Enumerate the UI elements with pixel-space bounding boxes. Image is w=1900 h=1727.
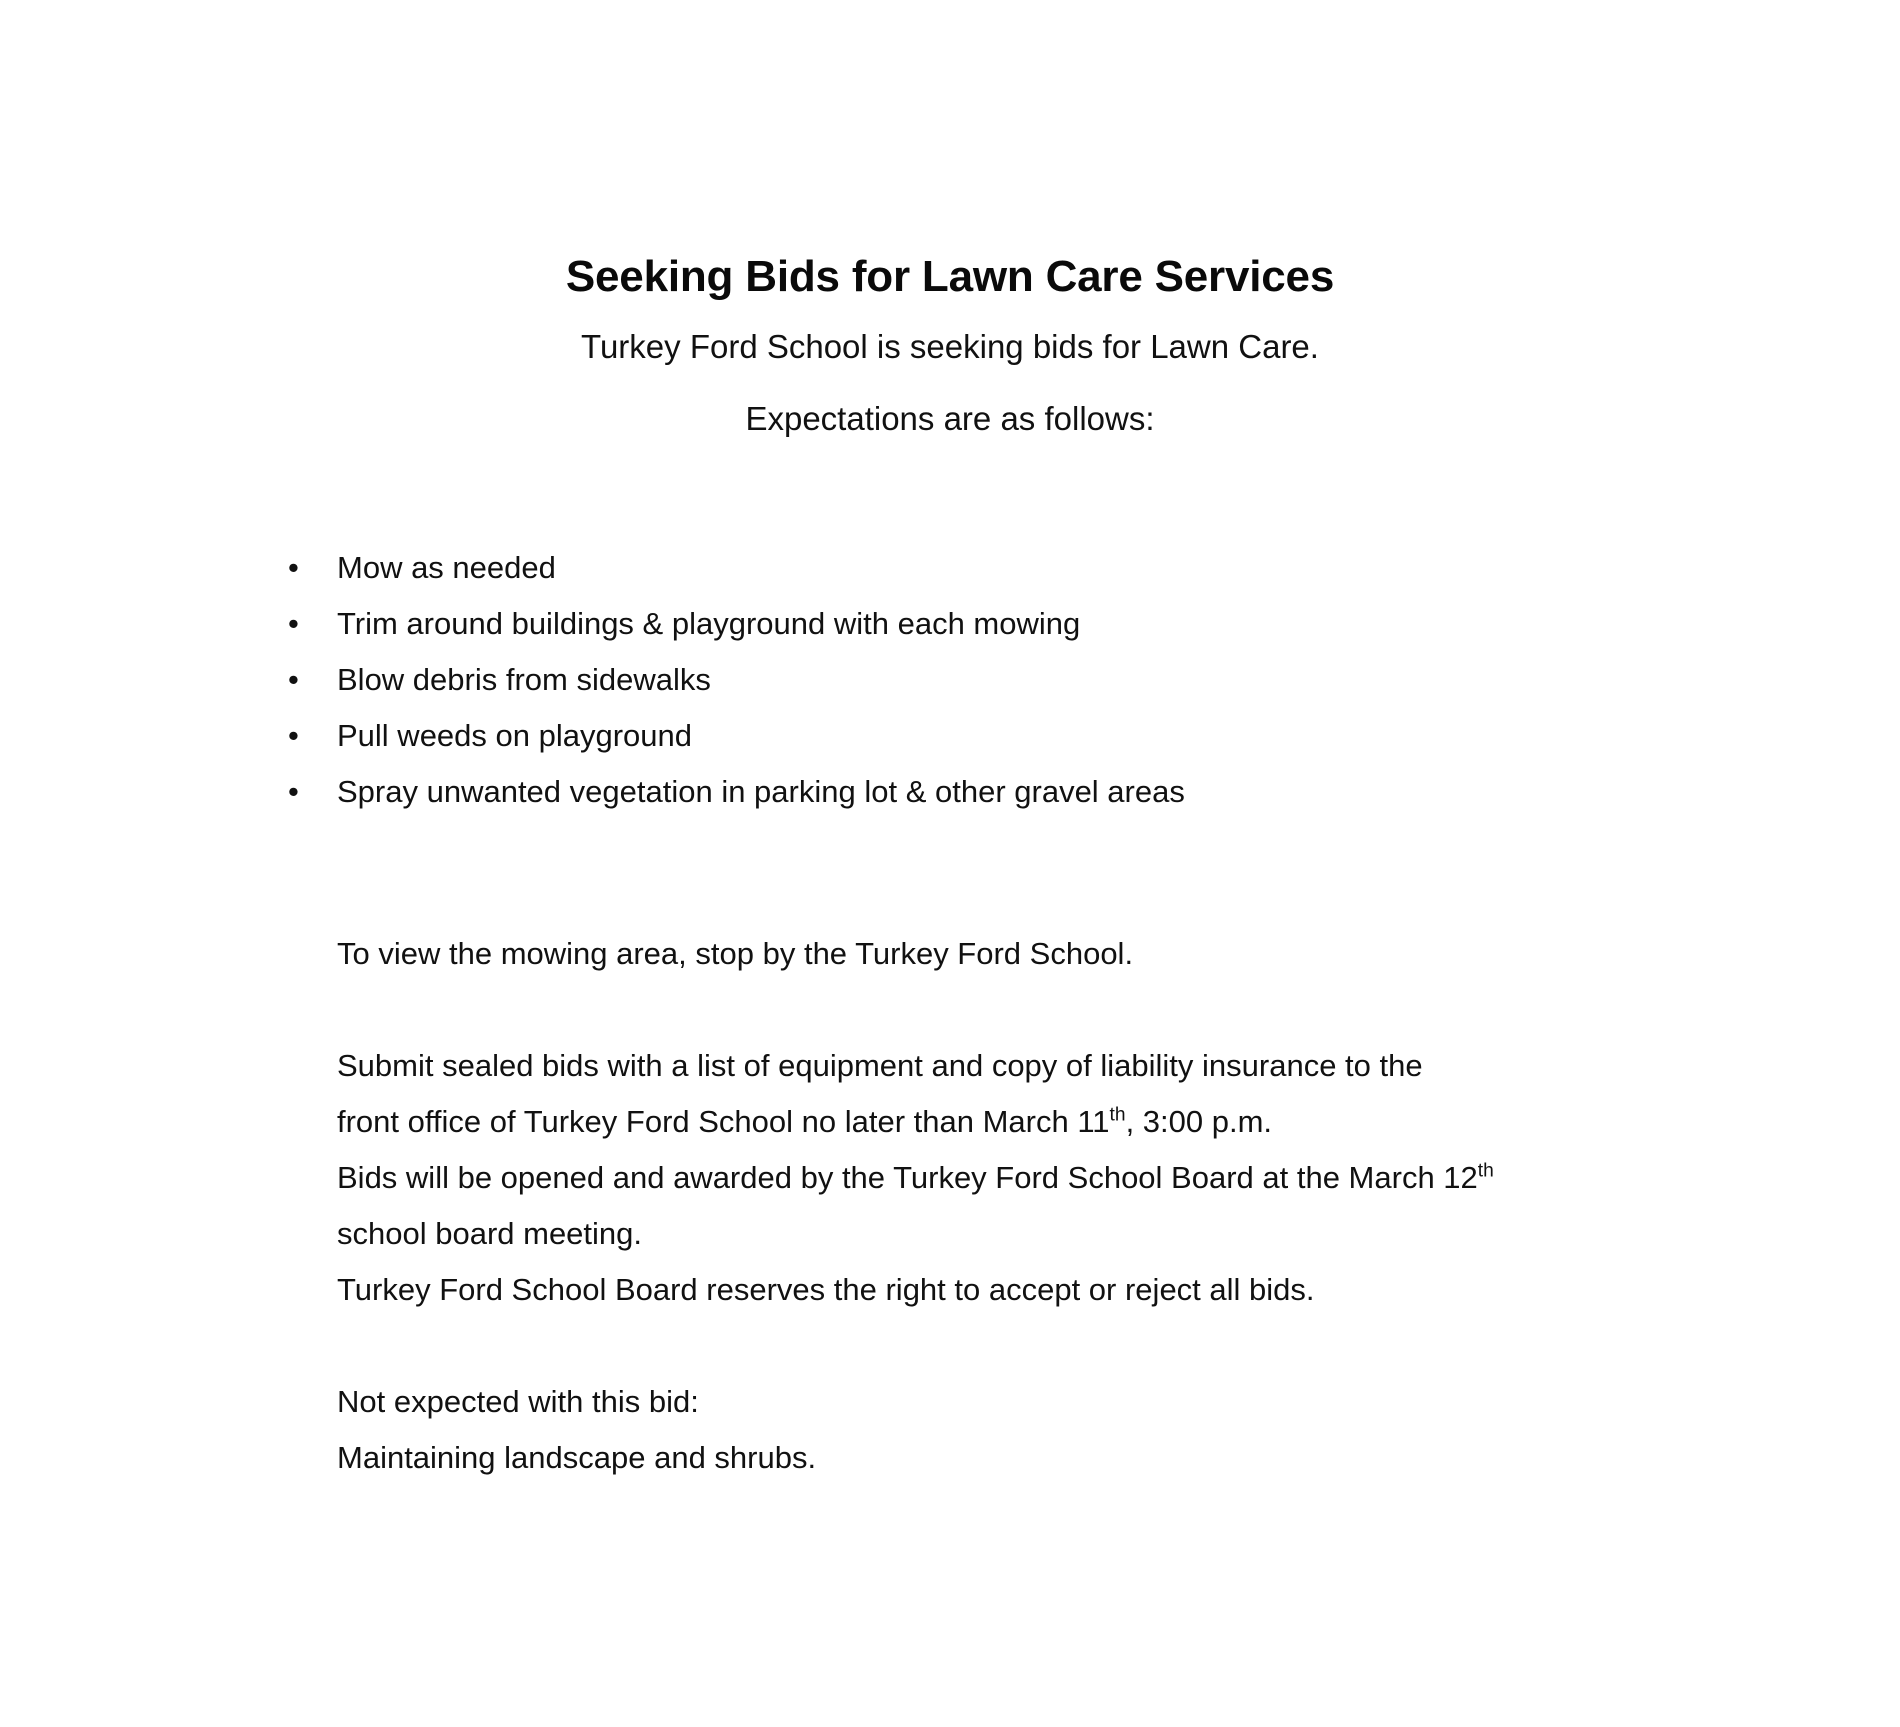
bullet-icon: • — [288, 606, 299, 641]
view-area-paragraph: To view the mowing area, stop by the Turkey Ford School. — [337, 936, 1134, 971]
bullet-icon: • — [288, 718, 299, 753]
reserves-rights-paragraph: Turkey Ford School Board reserves the right to accept or reject all bids. — [337, 1272, 1315, 1307]
list-item-label: Blow debris from sidewalks — [337, 662, 711, 697]
list-item-label: Spray unwanted vegetation in parking lot & other gravel areas — [337, 774, 1185, 809]
body-content — [337, 938, 1657, 1498]
ordinal-suffix-11th: th — [1109, 1104, 1126, 1126]
bullet-icon: • — [288, 662, 299, 697]
not-expected-item: Maintaining landscape and shrubs. — [337, 1440, 817, 1475]
paragraph-spacer — [337, 1330, 1657, 1386]
bullet-icon: • — [288, 774, 299, 809]
list-item-label: Trim around buildings & playground with each mowing — [337, 606, 1081, 641]
list-item — [288, 776, 1588, 832]
ordinal-suffix-12th: th — [1477, 1160, 1494, 1182]
bullet-icon: • — [288, 550, 299, 585]
paragraph-spacer — [337, 994, 1657, 1050]
submit-bids-line-1: Submit sealed bids with a list of equipment and copy of liability insurance to the — [337, 1048, 1423, 1083]
expectations-list — [288, 552, 1588, 832]
list-item — [288, 552, 1588, 608]
list-item-label: Mow as needed — [337, 550, 556, 585]
bids-opened-line-1 — [337, 1162, 1657, 1218]
intro-line-1: Turkey Ford School is seeking bids for Lawn Care. — [581, 328, 1319, 365]
bids-opened-line-2: school board meeting. — [337, 1216, 643, 1251]
list-item — [288, 664, 1588, 720]
submit-bids-line-2-time: , 3:00 p.m. — [1125, 1104, 1273, 1139]
list-item-label: Pull weeds on playground — [337, 718, 693, 753]
list-item — [288, 608, 1588, 664]
list-item — [288, 720, 1588, 776]
bids-opened-line-1-text: Bids will be opened and awarded by the Turkey Ford School Board at the March 12 — [337, 1160, 1478, 1195]
intro-line-2: Expectations are as follows: — [745, 400, 1155, 437]
submit-bids-line-2-text: front office of Turkey Ford School no later than March 11 — [337, 1104, 1110, 1139]
page-title: Seeking Bids for Lawn Care Services — [565, 252, 1335, 302]
not-expected-heading: Not expected with this bid: — [337, 1384, 699, 1419]
submit-bids-line-2 — [337, 1106, 1657, 1162]
